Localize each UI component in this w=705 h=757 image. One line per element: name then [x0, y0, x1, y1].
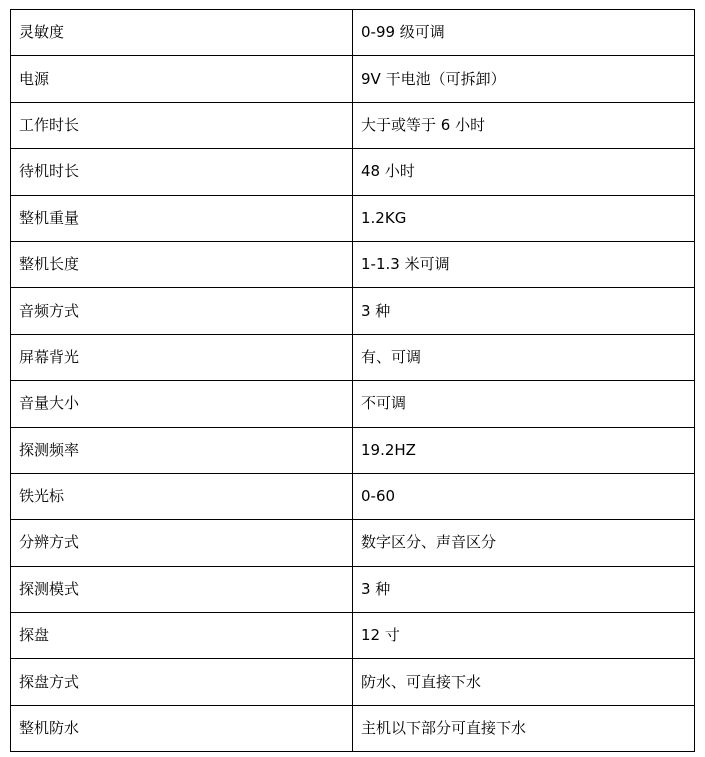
- spec-label: 探测频率: [11, 427, 353, 473]
- table-row: [11, 10, 695, 56]
- spec-value: 12 寸: [353, 613, 695, 659]
- table-row: [11, 473, 695, 519]
- spec-value: 9V 干电池（可拆卸）: [353, 56, 695, 102]
- spec-value: 0-60: [353, 473, 695, 519]
- table-row: [11, 102, 695, 148]
- spec-label: 屏幕背光: [11, 334, 353, 380]
- spec-label: 音量大小: [11, 381, 353, 427]
- spec-value: 19.2HZ: [353, 427, 695, 473]
- table-row: [11, 241, 695, 287]
- spec-value: 不可调: [353, 381, 695, 427]
- spec-value: 有、可调: [353, 334, 695, 380]
- table-row: [11, 566, 695, 612]
- spec-value: 数字区分、声音区分: [353, 520, 695, 566]
- table-row: [11, 334, 695, 380]
- table-row: [11, 288, 695, 334]
- spec-value: 0-99 级可调: [353, 10, 695, 56]
- table-row: [11, 520, 695, 566]
- spec-label: 整机防水: [11, 705, 353, 751]
- table-row: [11, 195, 695, 241]
- spec-value: 1.2KG: [353, 195, 695, 241]
- spec-value: 1-1.3 米可调: [353, 241, 695, 287]
- spec-label: 音频方式: [11, 288, 353, 334]
- spec-label: 电源: [11, 56, 353, 102]
- spec-label: 整机长度: [11, 241, 353, 287]
- spec-label: 待机时长: [11, 149, 353, 195]
- table-row: [11, 149, 695, 195]
- spec-label: 整机重量: [11, 195, 353, 241]
- spec-label: 探盘: [11, 613, 353, 659]
- table-row: [11, 381, 695, 427]
- spec-table: [10, 9, 695, 752]
- spec-label: 工作时长: [11, 102, 353, 148]
- spec-value: 3 种: [353, 566, 695, 612]
- table-row: [11, 659, 695, 705]
- spec-value: 大于或等于 6 小时: [353, 102, 695, 148]
- table-row: [11, 613, 695, 659]
- spec-value: 主机以下部分可直接下水: [353, 705, 695, 751]
- spec-value: 3 种: [353, 288, 695, 334]
- spec-value: 48 小时: [353, 149, 695, 195]
- spec-label: 灵敏度: [11, 10, 353, 56]
- spec-label: 探盘方式: [11, 659, 353, 705]
- table-row: [11, 705, 695, 751]
- spec-label: 分辨方式: [11, 520, 353, 566]
- table-row: [11, 56, 695, 102]
- spec-label: 探测模式: [11, 566, 353, 612]
- table-row: [11, 427, 695, 473]
- spec-value: 防水、可直接下水: [353, 659, 695, 705]
- spec-label: 铁光标: [11, 473, 353, 519]
